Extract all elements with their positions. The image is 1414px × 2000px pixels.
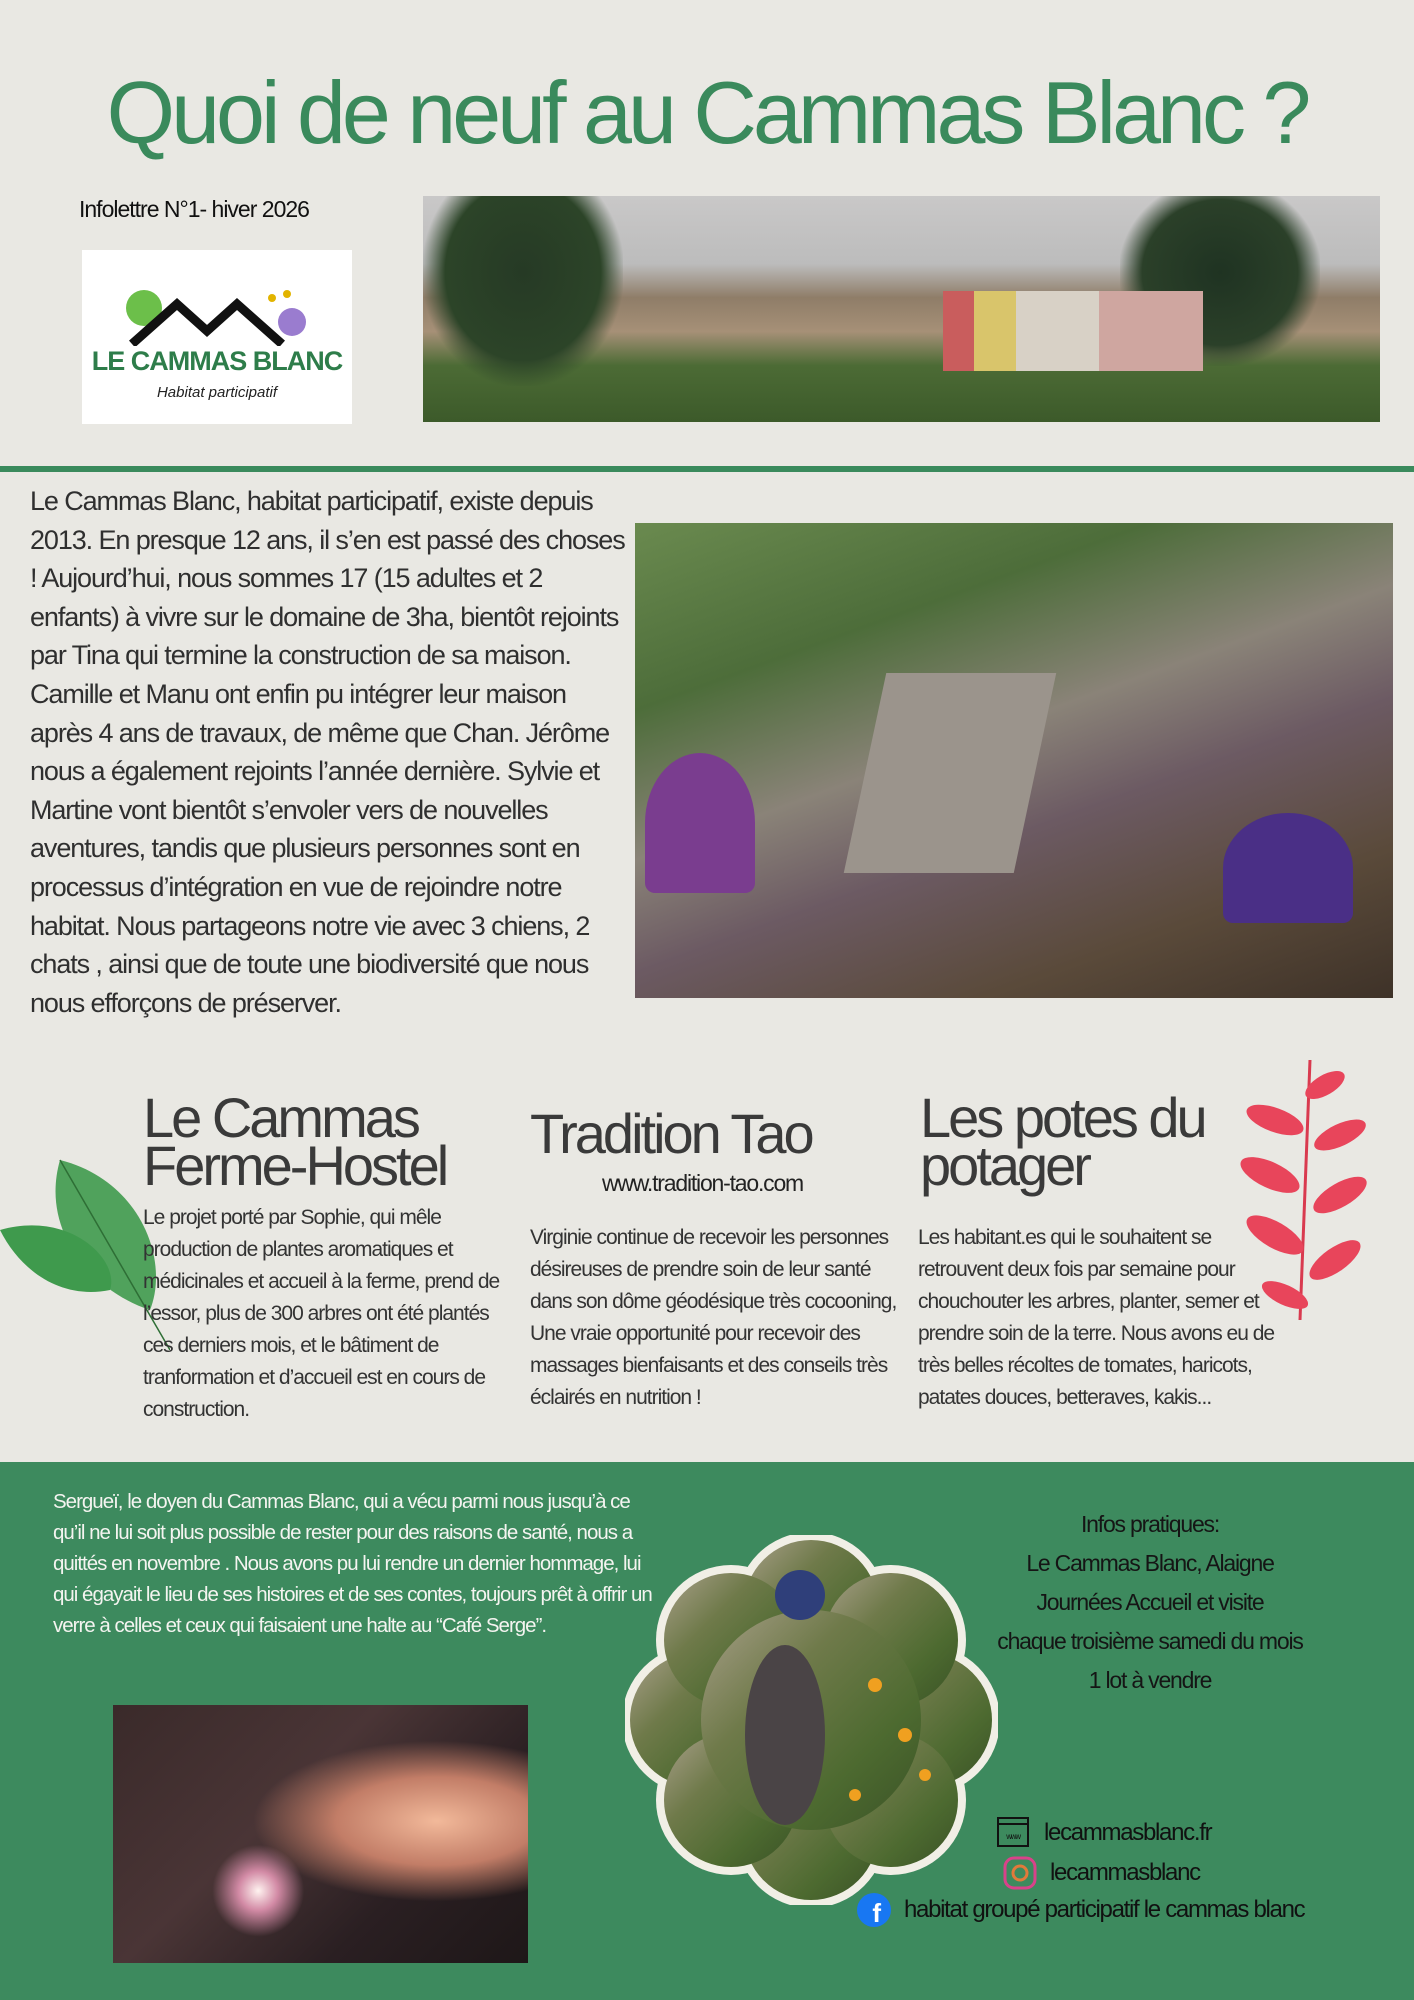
info-line: Journées Accueil et visite — [1036, 1589, 1264, 1615]
ferme-hostel-text: Le projet porté par Sophie, qui mêle production de plantes aromatiques et médicinales et accueil à la ferme, prend de l’essor, plus de 300 arbres ont été plantés ces derniers mois, et le bâtiment de tranformation et d’accueil est en cours de construction. — [143, 1206, 500, 1421]
tribute-text: Sergueï, le doyen du Cammas Blanc, qui a vécu parmi nous jusqu’à ce qu’il ne lui soit plus possible de rester pour des raisons de santé, nous a quittés en novembre . Nous avons pu lui rendre un dernier hommage, lui qui égayait le lieu de ses histoires et de ses contes, toujours prêt à offrir un verre à celles et ceux qui faisaient une halte au “Café Serge”. — [53, 1490, 652, 1637]
section-title-tradition-tao: Tradition Tao — [530, 1102, 812, 1165]
group-photo — [635, 523, 1393, 998]
practical-info — [940, 1505, 1360, 1700]
info-heading: Infos pratiques: — [1080, 1511, 1220, 1537]
house-roof-icon — [122, 286, 312, 346]
svg-text:www: www — [1006, 1832, 1020, 1841]
info-line: chaque troisième samedi du mois — [997, 1628, 1303, 1654]
logo — [82, 250, 352, 424]
potager-text: Les habitant.es qui le souhaitent se retrouvent deux fois par semaine pour chouchouter les arbres, planter, semer et prendre soin de la terre. Nous avons eu de très belles récoltes de tomates, haricots, patates douces, betteraves, kakis... — [918, 1226, 1275, 1409]
facebook-icon — [856, 1892, 892, 1928]
svg-text:f: f — [872, 1898, 880, 1928]
facebook-label: habitat groupé participatif le cammas blanc — [904, 1896, 1305, 1923]
instagram-icon — [1002, 1855, 1038, 1891]
instagram-label: lecammasblanc — [1050, 1859, 1200, 1886]
section-title-ferme-hostel: Le Cammas Ferme-Hostel — [143, 1086, 447, 1197]
info-line: 1 lot à vendre — [1088, 1667, 1212, 1693]
issue-label: Infolettre N°1- hiver 2026 — [79, 196, 309, 222]
facebook-link[interactable] — [856, 1892, 1304, 1928]
website-link[interactable] — [996, 1815, 1211, 1851]
divider — [0, 466, 1414, 472]
instagram-link[interactable] — [1002, 1855, 1200, 1891]
info-line: Le Cammas Blanc, Alaigne — [1026, 1550, 1274, 1576]
intro-text: Le Cammas Blanc, habitat participatif, existe depuis 2013. En presque 12 ans, il s’en est passé des choses ! Aujourd’hui, nous sommes 17 (15 adultes et 2 enfants) à vivre sur le domaine de 3ha, bientôt rejoints par Tina qui termine la construction de sa maison. Camille et Manu ont enfin pu intégrer leur maison après 4 ans de travaux, de même que Chan. Jérôme nous a également rejoints l’année dernière. Sylvie et Martine vont bientôt s’envoler vers de nouvelles aventures, tandis que plusieurs personnes sont en processus d’intégration en vue de rejoindre notre habitat. Nous partageons notre vie avec 3 chiens, 2 chats , ainsi que de toute une biodiversité que nous nous efforçons de préserver. — [30, 486, 625, 1018]
website-icon — [996, 1815, 1032, 1851]
section-title-potager: Les potes du potager — [920, 1086, 1205, 1197]
tradition-tao-link[interactable]: www.tradition-tao.com — [601, 1170, 804, 1196]
candle-photo — [113, 1705, 528, 1963]
logo-name: LE CAMMAS BLANC — [91, 346, 343, 376]
logo-subtitle: Habitat participatif — [156, 384, 278, 401]
panorama-photo — [423, 196, 1380, 422]
tradition-tao-text: Virginie continue de recevoir les personnes désireuses de prendre soin de leur santé dans son dôme géodésique très cocooning, Une vraie opportunité pour recevoir des massages bienfaisants et des conseils très éclairés en nutrition ! — [530, 1226, 897, 1409]
page-title: Quoi de neuf au Cammas Blanc ? — [106, 63, 1308, 162]
website-label: lecammasblanc.fr — [1044, 1819, 1212, 1846]
